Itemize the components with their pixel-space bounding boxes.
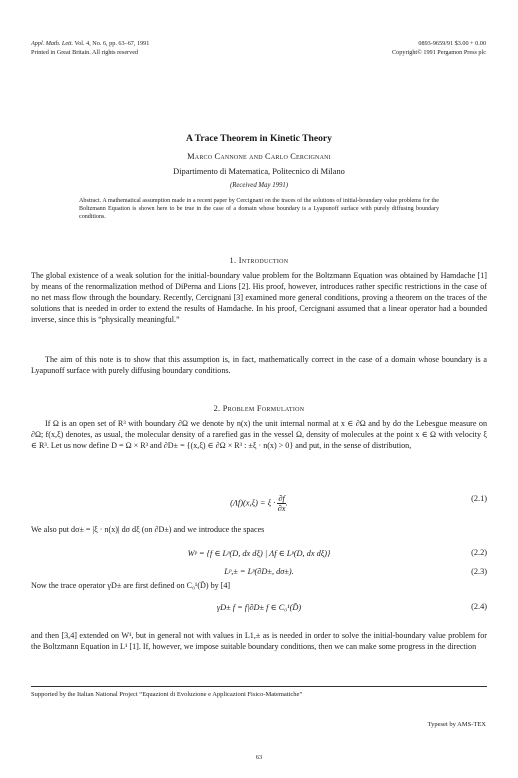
- equation-2-4: [31, 602, 487, 616]
- equation-2-1-tail: .: [285, 498, 288, 508]
- equation-2-4-body: γD± f = f|∂D± f ∈ C₀¹(D̄): [216, 603, 302, 612]
- equation-number: (2.4): [471, 602, 487, 611]
- equation-2-1-lhs: (Λf)(x,ξ) = ξ ·: [230, 498, 278, 508]
- typeset-credit: Typeset by AMS-TEX: [427, 721, 486, 728]
- paragraph-intro-2: The aim of this note is to show that this assumption is, in fact, mathematically correct in the case of a domain whose boundary is a Lyapunoff surface with purely diffusing boundary conditions.: [31, 355, 487, 376]
- section-heading-introduction: 1. Introduction: [229, 256, 289, 265]
- volume-info: Vol. 4, No. 6, pp. 63–67, 1991: [74, 40, 150, 47]
- paragraph-formulation-4: and then [3,4] extended on W¹, but in general not with values in L1,± as is needed in order to solve the initial-boundary value problem for the Boltzmann Equation in L¹ [1]. If, however, we impose suitable boundary conditions, then we can make some progress in the direction: [31, 631, 487, 652]
- journal-header-left: [31, 40, 149, 57]
- issn-code: 0893-9659/91 $3.00 + 0.00: [418, 40, 486, 47]
- fraction-denominator: ∂x: [277, 504, 286, 513]
- copyright-line: Copyright© 1991 Pergamon Press plc: [392, 48, 486, 56]
- section-heading-formulation: 2. Problem Formulation: [213, 404, 305, 413]
- abstract-text: A mathematical assumption made in a recent paper by Cercignani on the traces of the solutions of initial-boundary value problems for the Boltzmann Equation is shown here to be true in the case of a domain whose boundary is a Lyapunoff surface with purely diffusing boundary conditions.: [79, 198, 439, 221]
- equation-number: (2.3): [471, 567, 487, 576]
- equation-2-3: [31, 567, 487, 581]
- page-number: 63: [255, 754, 263, 761]
- journal-name: Appl. Math. Lett.: [31, 40, 74, 47]
- abstract-label: Abstract.: [79, 198, 102, 204]
- equation-2-1-body: [31, 494, 487, 513]
- abstract: [79, 197, 439, 222]
- printed-line: Printed in Great Britain. All rights reserved: [31, 48, 139, 56]
- equation-2-2-body: Wᵖ = {f ∈ Lᵖ(D, dx dξ) | Λf ∈ Lᵖ(D, dx dξ)}: [187, 549, 331, 558]
- affiliation: Dipartimento di Matematica, Politecnico di Milano: [173, 167, 345, 176]
- paragraph-formulation-2: We also put dσ± = |ξ · n(x)| dσ dξ (on ∂D±) and we introduce the spaces: [31, 525, 265, 534]
- footnote-divider: [31, 686, 487, 687]
- footnote: Supported by the Italian National Project “Equazioni di Evoluzione e Applicazioni Fisico-Matematiche”: [31, 691, 303, 698]
- paragraph-intro-1: The global existence of a weak solution for the initial-boundary value problem for the Boltzmann Equation was obtained by Hamdache [1] by means of the renormalization method of DiPerna and Lions [2]. His proof, however, introduces rather specific restrictions in the case of no net mass flow through the boundary. Recently, Cercignani [3] examined more general conditions, proving a theorem on the traces of the solutions that is needed in order to extend the results of Hamdache. In his proof, Cercignani assumed that a linear operator had a bounded inverse, since this is “physically meaningful.”: [31, 271, 487, 325]
- equation-number: (2.1): [471, 494, 487, 503]
- equation-2-1: [31, 494, 487, 513]
- paragraph-formulation-3: Now the trace operator γD± are first defined on C₀¹(D̄) by [4]: [31, 581, 231, 590]
- equation-2-2: [31, 548, 487, 562]
- paragraph-formulation-1: If Ω is an open set of R³ with boundary ∂Ω we denote by n(x) the unit internal normal at x ∈ ∂Ω and by dσ the Lebesgue measure on ∂Ω; f(x,ξ) denotes, as usual, the molecular density of a rarefied gas in the vessel Ω, density of molecules at the point x ∈ Ω with velocity ξ ∈ R³. Let us now define D = Ω × R³ and ∂D± = {(x,ξ) ∈ ∂Ω × R³ : ±ξ · n(x) > 0} and put, in the sense of distribution,: [31, 419, 487, 451]
- equation-number: (2.2): [471, 548, 487, 557]
- article-title: A Trace Theorem in Kinetic Theory: [186, 133, 332, 144]
- journal-header-right: [392, 40, 486, 57]
- equation-2-1-fraction: [277, 494, 285, 513]
- received-date: (Received May 1991): [229, 182, 289, 189]
- fraction-numerator: ∂f: [278, 494, 285, 503]
- equation-2-3-body: Lᵖ,± = Lᵖ(∂D±, dσ±).: [224, 567, 294, 576]
- authors: Marco Cannone and Carlo Cercignani: [187, 152, 331, 161]
